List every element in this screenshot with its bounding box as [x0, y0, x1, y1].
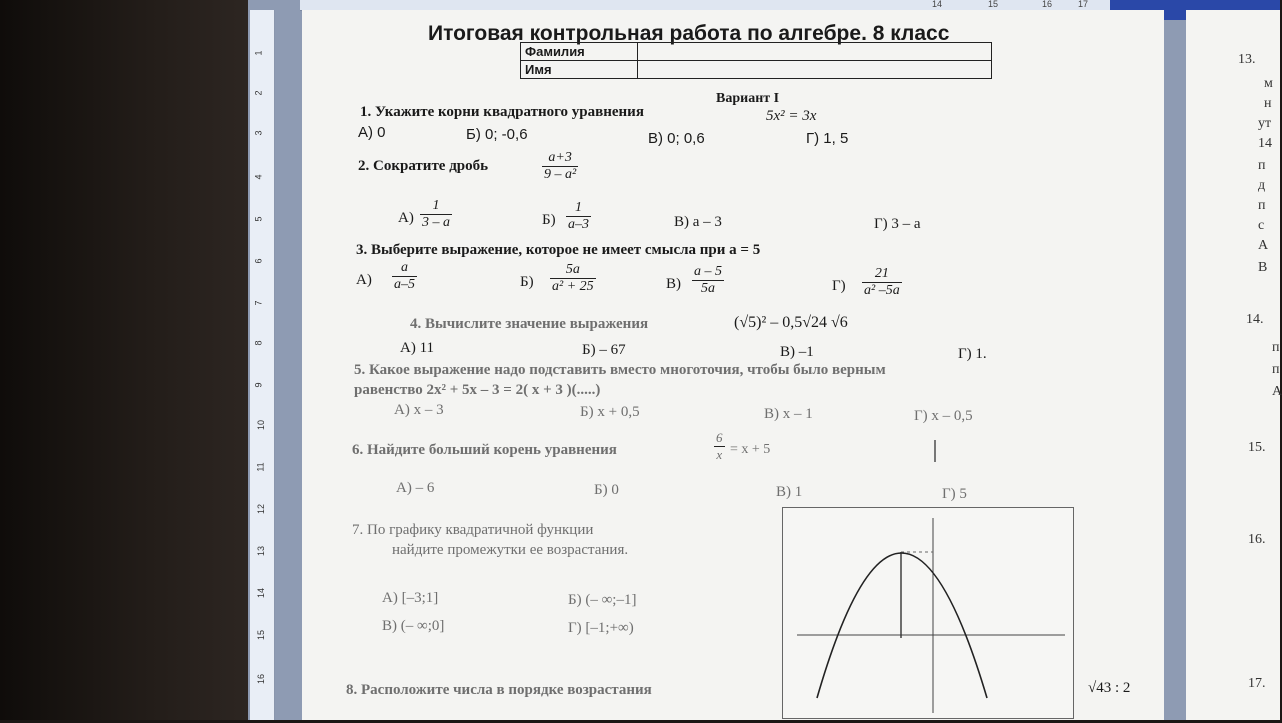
q6-frac-den: x	[716, 447, 723, 462]
surname-cell[interactable]	[638, 43, 992, 61]
q5-option-b: Б) x + 0,5	[580, 404, 640, 420]
q3-c-label: В)	[666, 276, 681, 292]
q2-frac-num: a+3	[542, 150, 578, 167]
vruler-mark: 13	[256, 545, 267, 557]
q3-c-num: a – 5	[694, 264, 722, 279]
page2-line: 14.	[1246, 312, 1264, 327]
page2-line: ут	[1258, 116, 1272, 131]
q2-fraction	[542, 150, 578, 183]
q5-line2: равенство 2x² + 5x – 3 = 2( x + 3 )(.....)	[354, 382, 601, 398]
q5-line1: 5. Какое выражение надо подставить вместо многоточия, чтобы было верным	[354, 362, 886, 378]
vertical-ruler[interactable]	[250, 10, 275, 720]
q2-b-den: a–3	[568, 217, 589, 232]
document-page[interactable]	[302, 10, 1164, 720]
vruler-mark: 12	[256, 503, 267, 515]
page2-line: п	[1258, 198, 1266, 213]
q2-text: 2. Сократите дробь	[358, 158, 489, 174]
page2-line: п	[1272, 340, 1280, 355]
page2-line: м	[1264, 76, 1273, 91]
q6-fraction	[714, 430, 725, 463]
q1-option-d: Г) 1, 5	[806, 130, 849, 147]
page2-line: 17.	[1248, 676, 1266, 691]
vruler-mark: 8	[253, 340, 264, 346]
doc-title: Итоговая контрольная работа по алгебре. 8 класс	[428, 22, 950, 45]
ruler-mark: 16	[1042, 0, 1053, 9]
q7-option-d: Г) [–1;+∞)	[568, 620, 634, 636]
q3-b-label: Б)	[520, 274, 534, 290]
q5-option-d: Г) x – 0,5	[914, 408, 973, 424]
q3-b-num: 5a	[550, 262, 596, 279]
q2-option-d: Г) 3 – a	[874, 216, 921, 232]
q4-option-d: Г) 1.	[958, 346, 987, 362]
vruler-mark: 2	[253, 90, 264, 96]
vruler-mark: 14	[256, 587, 267, 599]
variant-label: Вариант I	[716, 91, 780, 106]
q8-text: 8. Расположите числа в порядке возрастания	[346, 682, 652, 698]
q2-option-c: В) a – 3	[674, 214, 722, 230]
q3-d-den: a² –5a	[864, 283, 900, 298]
vruler-mark: 6	[253, 258, 264, 264]
q3-c-den: 5a	[701, 281, 715, 296]
q1-equation: 5x² = 3x	[766, 108, 817, 124]
q2-b-num: 1	[566, 200, 591, 217]
vruler-mark: 1	[253, 50, 264, 56]
q6-option-a: А) – 6	[396, 480, 435, 496]
vruler-mark: 15	[256, 629, 267, 641]
q7-line1: 7. По графику квадратичной функции	[352, 522, 594, 538]
q1-option-a: А) 0	[358, 124, 386, 141]
parabola-graph	[782, 507, 1074, 719]
parabola-curve	[817, 553, 987, 698]
q3-a-num: a	[392, 260, 417, 277]
q4-option-a: А) 11	[400, 340, 435, 356]
vruler-mark: 16	[256, 673, 267, 685]
q6-option-c: В) 1	[776, 484, 803, 500]
name-cell[interactable]	[638, 61, 992, 79]
vruler-mark: 3	[253, 130, 264, 136]
page2-line: А	[1272, 384, 1282, 399]
vruler-mark: 7	[253, 300, 264, 306]
q2-a-fraction	[420, 198, 452, 231]
q5-option-c: В) x – 1	[764, 406, 813, 422]
surname-label: Фамилия	[521, 43, 638, 61]
q3-b-den: a² + 25	[552, 279, 594, 294]
background-desk	[0, 0, 250, 720]
q2-a-label: А)	[398, 210, 414, 226]
page2-line: п	[1272, 362, 1280, 377]
page2-line: с	[1258, 218, 1265, 233]
q3-c-fraction	[692, 264, 724, 297]
vruler-mark: 11	[255, 462, 266, 472]
q4-expression: (√5)² – 0,5√24 √6	[734, 314, 848, 331]
q6-text: 6. Найдите больший корень уравнения	[352, 442, 617, 458]
text-cursor-icon	[934, 440, 936, 462]
vruler-mark: 9	[253, 382, 264, 388]
q3-text: 3. Выберите выражение, которое не имеет смысла при a = 5	[356, 242, 761, 258]
q3-b-fraction	[550, 262, 596, 295]
page2-line: н	[1264, 96, 1272, 111]
q7-line2: найдите промежутки ее возрастания.	[392, 542, 629, 558]
q4-option-c: В) –1	[780, 344, 814, 360]
q1-option-c: В) 0; 0,6	[648, 130, 705, 147]
q6-option-b: Б) 0	[594, 482, 619, 498]
q7-option-c: В) (– ∞;0]	[382, 618, 445, 634]
q4-text: 4. Вычислите значение выражения	[410, 316, 649, 332]
q7-option-a: А) [–3;1]	[382, 590, 439, 606]
student-info-table	[520, 42, 992, 79]
document-page-next[interactable]	[1186, 10, 1280, 720]
q3-a-fraction	[392, 260, 417, 293]
ruler-mark: 15	[988, 0, 999, 9]
q2-b-label: Б)	[542, 212, 556, 228]
q2-a-den: 3 – a	[422, 215, 450, 230]
q3-d-num: 21	[862, 266, 902, 283]
q1-text: 1. Укажите корни квадратного уравнения	[360, 104, 644, 120]
q5-option-a: А) x – 3	[394, 402, 444, 418]
q1-option-b: Б) 0; -0,6	[466, 126, 528, 143]
name-label: Имя	[521, 61, 638, 79]
page2-line: 16.	[1248, 532, 1266, 547]
q6-frac-num: 6	[716, 430, 723, 445]
q2-b-fraction	[566, 200, 591, 233]
q7-option-b: Б) (– ∞;–1]	[568, 592, 637, 608]
q8-expression: √43 : 2	[1088, 680, 1131, 696]
q3-a-den: a–5	[394, 277, 415, 292]
q6-rhs: = x + 5	[730, 442, 771, 457]
page2-line: 13.	[1238, 52, 1256, 67]
q3-d-fraction	[862, 266, 902, 299]
q2-frac-den: 9 – a²	[544, 167, 577, 182]
page2-line: 14	[1258, 136, 1272, 151]
vruler-mark: 4	[253, 174, 264, 180]
q3-a-label: А)	[356, 272, 372, 288]
q4-option-b: Б) – 67	[582, 342, 626, 358]
page2-line: д	[1258, 178, 1266, 193]
ruler-mark: 17	[1078, 0, 1089, 9]
q6-option-d: Г) 5	[942, 486, 967, 502]
parabola-svg	[783, 508, 1073, 718]
q2-a-num: 1	[420, 198, 452, 215]
page2-line: п	[1258, 158, 1266, 173]
ruler-mark: 14	[932, 0, 943, 9]
q3-d-label: Г)	[832, 278, 846, 294]
page2-line: 15.	[1248, 440, 1266, 455]
page2-line: А	[1258, 238, 1269, 253]
vruler-mark: 10	[256, 419, 267, 431]
vruler-mark: 5	[253, 216, 264, 222]
page2-line: В	[1258, 260, 1268, 275]
